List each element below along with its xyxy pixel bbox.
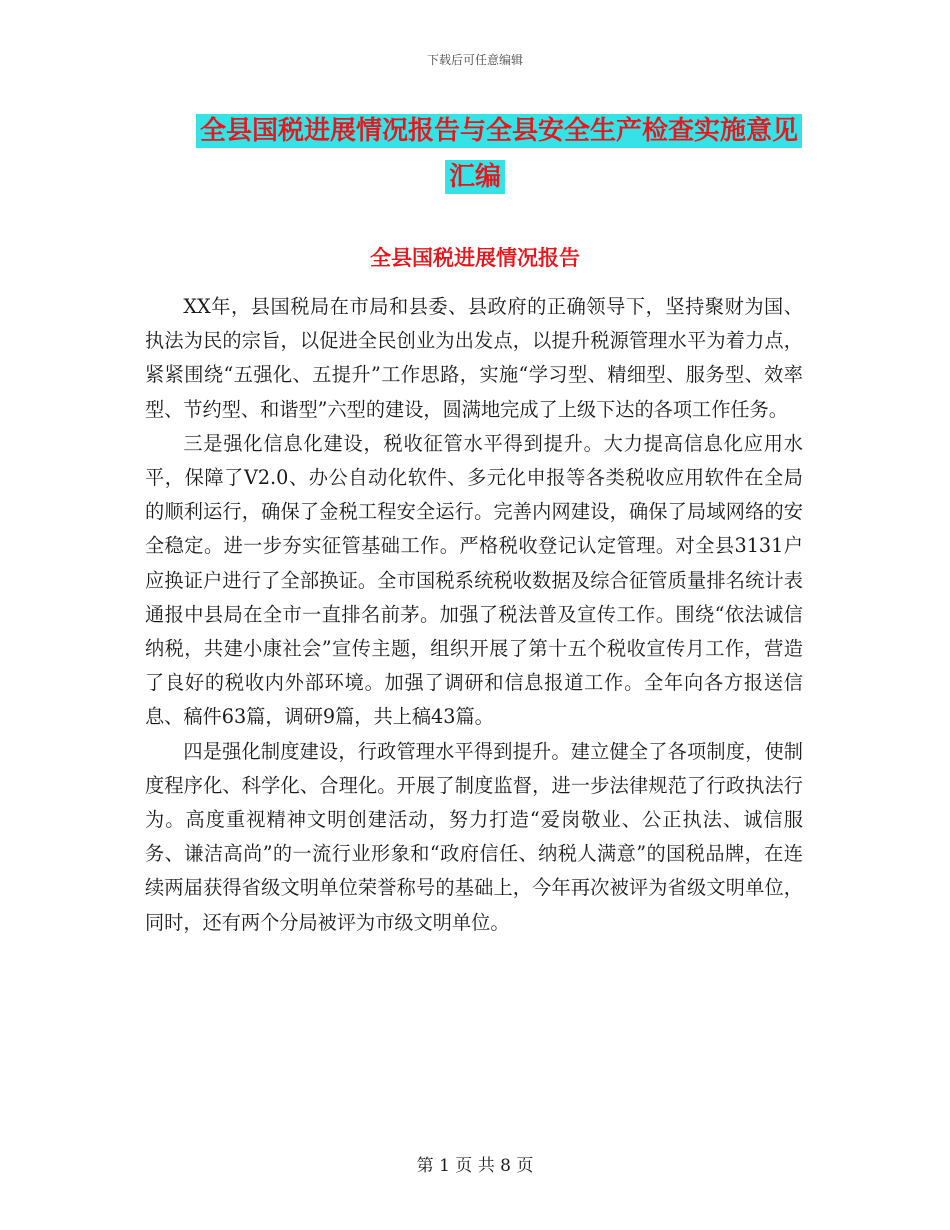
- page-number-footer: 第 1 页 共 8 页: [416, 1156, 534, 1176]
- section-title: 全县国税进展情况报告: [370, 245, 580, 270]
- document-body: [145, 290, 803, 940]
- page-header-note: 下载后可任意编辑: [426, 53, 523, 67]
- paragraph-informatization: 三是强化信息化建设，税收征管水平得到提升。大力提高信息化应用水平，保障了V2.0、办公自动化软件、多元化申报等各类税收应用软件在全局的顺利运行，确保了金税工程安全运行。完善内网建设，确保了局域网络的安全稳定。进一步夯实征管基础工作。严格税收登记认定管理。对全县3131户应换证户进行了全部换证。全市国税系统税收数据及综合征管质量排名统计表通报中县局在全市一直排名前茅。加强了税法普及宣传工作。围绕“依法诚信纳税，共建小康社会”宣传主题，组织开展了第十五个税收宣传月工作，营造了良好的税收内外部环境。加强了调研和信息报道工作。全年向各方报送信息、稿件63篇，调研9篇，共上稿43篇。: [145, 431, 803, 729]
- paragraph-institution: 四是强化制度建设，行政管理水平得到提升。建立健全了各项制度，使制度程序化、科学化、合理化。开展了制度监督，进一步法律规范了行政执法行为。高度重视精神文明创建活动，努力打造“爱岗敬业、公正执法、诚信服务、谦洁高尚”的一流行业形象和“政府信任、纳税人满意”的国税品牌，在连续两届获得省级文明单位荣誉称号的基础上，今年再次被评为省级文明单位，同时，还有两个分局被评为市级文明单位。: [145, 739, 803, 934]
- document-title: [0, 108, 950, 200]
- document-title-line1: 全县国税进展情况报告与全县安全生产检查实施意见: [196, 114, 802, 148]
- paragraph-intro: XX年，县国税局在市局和县委、县政府的正确领导下，坚持聚财为国、执法为民的宗旨，以促进全民创业为出发点，以提升税源管理水平为着力点，紧紧围绕“五强化、五提升”工作思路，实施“学习型、精细型、服务型、效率型、节约型、和谐型”六型的建设，圆满地完成了上级下达的各项工作任务。: [145, 295, 803, 421]
- document-title-line2: 汇编: [445, 160, 505, 194]
